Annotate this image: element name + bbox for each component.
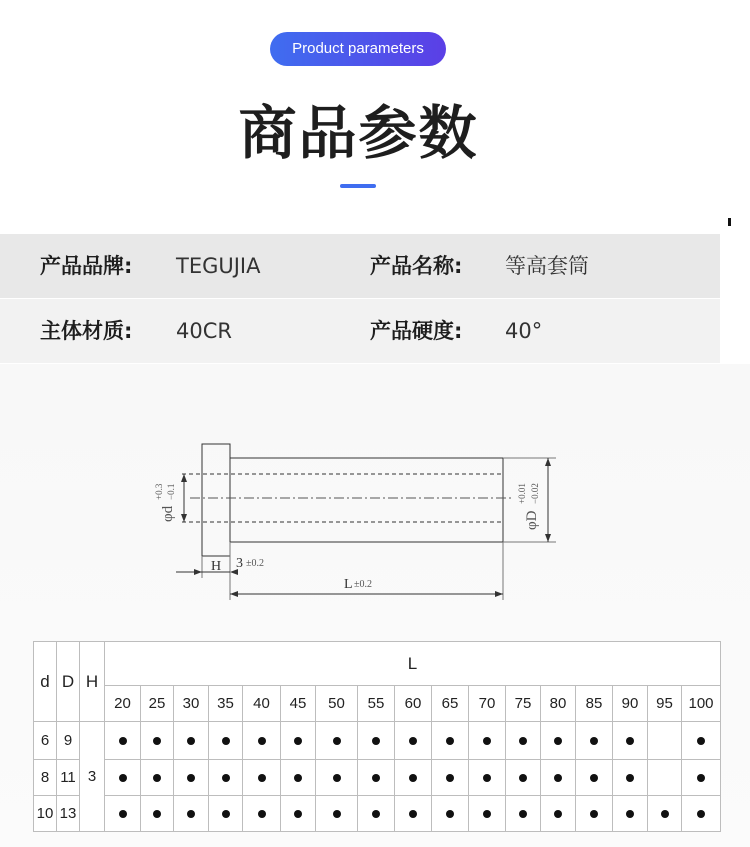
availability-cell	[174, 796, 209, 832]
availability-cell	[469, 796, 506, 832]
length-header: 40	[243, 686, 281, 722]
length-header: 20	[105, 686, 141, 722]
availability-dot	[372, 774, 380, 782]
D-tol-plus: +0.01	[517, 483, 527, 504]
availability-dot	[153, 737, 161, 745]
availability-cell	[281, 722, 316, 760]
availability-cell	[576, 722, 613, 760]
param-row-2	[0, 299, 720, 363]
length-header: 25	[141, 686, 174, 722]
table-row	[34, 796, 721, 832]
cell-D: 9	[57, 722, 80, 760]
edge-mark	[728, 218, 731, 226]
availability-cell	[105, 796, 141, 832]
availability-cell	[432, 760, 469, 796]
cell-D: 13	[57, 796, 80, 832]
length-header: 45	[281, 686, 316, 722]
technical-drawing	[0, 364, 750, 614]
spec-table	[33, 641, 721, 832]
availability-dot	[483, 737, 491, 745]
cell-d: 6	[34, 722, 57, 760]
d-label: φd	[160, 505, 176, 522]
availability-dot	[483, 774, 491, 782]
availability-cell	[141, 722, 174, 760]
col-header-H: H	[80, 642, 105, 722]
availability-cell	[613, 796, 648, 832]
availability-cell	[395, 796, 432, 832]
availability-cell	[682, 760, 721, 796]
availability-cell	[141, 760, 174, 796]
availability-dot	[409, 774, 417, 782]
availability-dot	[222, 737, 230, 745]
availability-cell	[316, 796, 358, 832]
table-row	[34, 760, 721, 796]
availability-cell	[469, 722, 506, 760]
availability-dot	[222, 810, 230, 818]
availability-dot	[483, 810, 491, 818]
cell-D: 11	[57, 760, 80, 796]
availability-dot	[661, 810, 669, 818]
col-header-D: D	[57, 642, 80, 722]
col-header-d: d	[34, 642, 57, 722]
availability-cell	[141, 796, 174, 832]
availability-dot	[119, 737, 127, 745]
availability-cell	[432, 796, 469, 832]
availability-cell	[105, 760, 141, 796]
availability-dot	[258, 737, 266, 745]
availability-dot	[187, 810, 195, 818]
availability-dot	[590, 774, 598, 782]
three-label: 3	[236, 556, 243, 571]
availability-dot	[409, 810, 417, 818]
availability-cell	[541, 722, 576, 760]
availability-dot	[626, 810, 634, 818]
availability-cell	[648, 722, 682, 760]
L-tol: ±0.2	[354, 579, 372, 590]
availability-cell	[243, 722, 281, 760]
availability-dot	[119, 774, 127, 782]
page-title: 商品参数	[238, 99, 479, 167]
availability-cell	[395, 722, 432, 760]
length-header: 70	[469, 686, 506, 722]
availability-dot	[626, 774, 634, 782]
brand-label: 产品品牌:	[40, 254, 133, 278]
length-header: 80	[541, 686, 576, 722]
availability-dot	[519, 737, 527, 745]
d-tol-minus: −0.1	[166, 483, 176, 500]
availability-dot	[446, 737, 454, 745]
availability-cell	[243, 760, 281, 796]
availability-dot	[333, 737, 341, 745]
length-header: 100	[682, 686, 721, 722]
D-label: φD	[524, 510, 540, 530]
three-tol: ±0.2	[246, 558, 264, 569]
availability-dot	[222, 774, 230, 782]
availability-dot	[294, 774, 302, 782]
availability-cell	[105, 722, 141, 760]
brand-value: TEGUJIA	[176, 254, 261, 278]
availability-dot	[294, 737, 302, 745]
availability-cell	[281, 760, 316, 796]
availability-dot	[258, 810, 266, 818]
availability-dot	[333, 810, 341, 818]
availability-cell	[209, 796, 243, 832]
length-header: 60	[395, 686, 432, 722]
availability-cell	[316, 722, 358, 760]
availability-cell	[209, 760, 243, 796]
availability-dot	[626, 737, 634, 745]
availability-cell	[209, 722, 243, 760]
availability-dot	[697, 737, 705, 745]
availability-cell	[358, 796, 395, 832]
availability-cell	[506, 722, 541, 760]
length-header: 55	[358, 686, 395, 722]
availability-cell	[174, 760, 209, 796]
d-tol-plus: +0.3	[154, 483, 164, 500]
availability-dot	[590, 737, 598, 745]
table-row	[34, 722, 721, 760]
availability-dot	[187, 774, 195, 782]
availability-cell	[395, 760, 432, 796]
availability-cell	[281, 796, 316, 832]
availability-cell	[432, 722, 469, 760]
length-header: 85	[576, 686, 613, 722]
param-row-1	[0, 234, 720, 298]
length-header: 50	[316, 686, 358, 722]
L-label: L	[344, 577, 353, 592]
body-outline	[230, 458, 503, 542]
hardness-value: 40°	[505, 319, 543, 343]
availability-cell	[682, 796, 721, 832]
availability-dot	[187, 737, 195, 745]
material-label: 主体材质:	[40, 319, 133, 343]
length-header: 30	[174, 686, 209, 722]
length-header: 35	[209, 686, 243, 722]
availability-dot	[446, 774, 454, 782]
cell-d: 10	[34, 796, 57, 832]
availability-cell	[358, 722, 395, 760]
availability-cell	[506, 796, 541, 832]
availability-dot	[372, 810, 380, 818]
availability-dot	[258, 774, 266, 782]
availability-dot	[153, 774, 161, 782]
availability-dot	[119, 810, 127, 818]
D-tol-minus: −0.02	[530, 483, 540, 504]
cell-H: 3	[80, 722, 105, 832]
availability-cell	[613, 760, 648, 796]
availability-dot	[294, 810, 302, 818]
availability-dot	[554, 810, 562, 818]
availability-cell	[316, 760, 358, 796]
product-parameters-badge: Product parameters	[270, 32, 446, 66]
availability-dot	[697, 810, 705, 818]
availability-dot	[409, 737, 417, 745]
availability-dot	[372, 737, 380, 745]
availability-cell	[576, 796, 613, 832]
availability-cell	[576, 760, 613, 796]
availability-dot	[554, 737, 562, 745]
hardness-label: 产品硬度:	[370, 319, 463, 343]
length-header: 90	[613, 686, 648, 722]
title-underline	[340, 184, 376, 188]
availability-dot	[697, 774, 705, 782]
availability-dot	[333, 774, 341, 782]
material-value: 40CR	[176, 319, 232, 343]
availability-cell	[613, 722, 648, 760]
product-name-label: 产品名称:	[370, 254, 463, 278]
availability-cell	[541, 796, 576, 832]
availability-cell	[648, 760, 682, 796]
availability-dot	[446, 810, 454, 818]
product-name-value: 等高套筒	[505, 254, 589, 278]
cell-d: 8	[34, 760, 57, 796]
length-header: 75	[506, 686, 541, 722]
availability-cell	[358, 760, 395, 796]
availability-cell	[682, 722, 721, 760]
availability-dot	[519, 774, 527, 782]
availability-cell	[243, 796, 281, 832]
availability-cell	[541, 760, 576, 796]
length-header: 95	[648, 686, 682, 722]
col-header-L: L	[105, 642, 721, 686]
availability-cell	[469, 760, 506, 796]
availability-cell	[648, 796, 682, 832]
H-label: H	[211, 559, 222, 574]
availability-cell	[506, 760, 541, 796]
length-header: 65	[432, 686, 469, 722]
availability-dot	[590, 810, 598, 818]
availability-dot	[554, 774, 562, 782]
availability-dot	[153, 810, 161, 818]
availability-dot	[519, 810, 527, 818]
flange-outline	[202, 444, 230, 556]
availability-cell	[174, 722, 209, 760]
